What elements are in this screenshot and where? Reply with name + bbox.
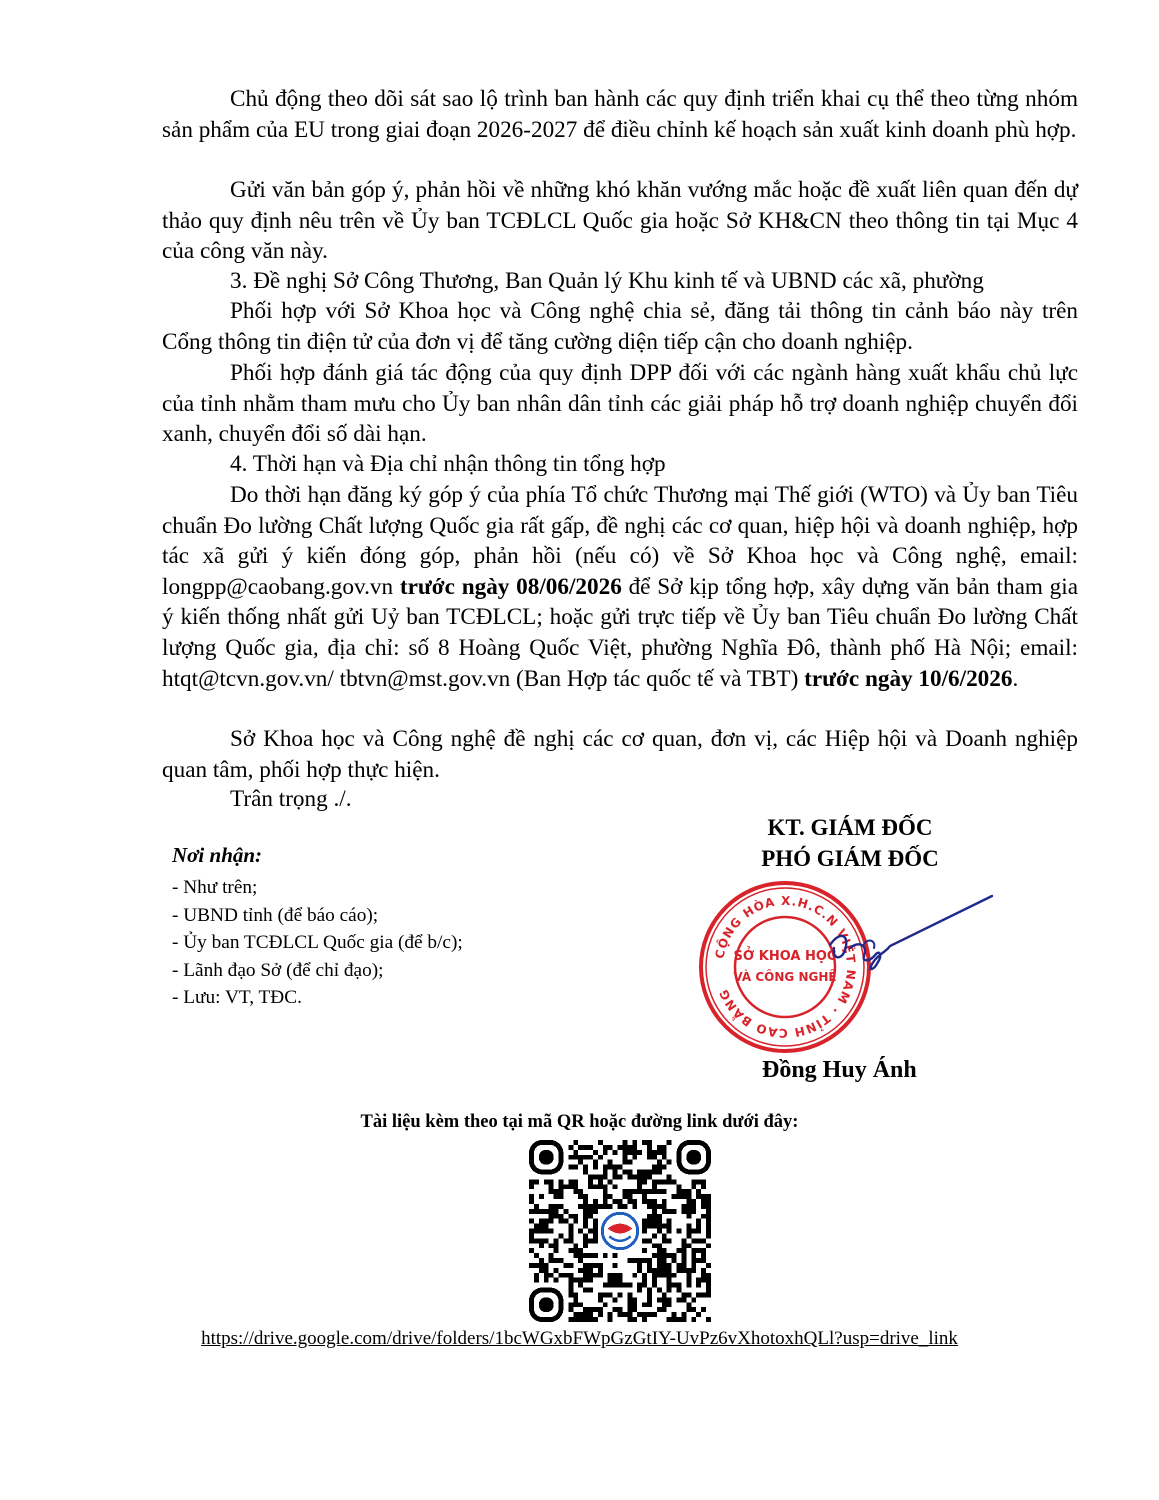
- svg-text:CỘNG HÒA X.H.C.N VIỆT NAM · TỈ: CỘNG HÒA X.H.C.N VIỆT NAM · TỈNH CAO BẰNG: [712, 893, 859, 1041]
- deadline-date-2: trước ngày 10/6/2026: [804, 665, 1013, 692]
- paragraph-dpp-assessment: Phối hợp đánh giá tác động của quy định DPP đối với các ngành hàng xuất khẩu chủ lực của tỉnh nhằm tham mưu cho Ủy ban nhân dân tỉnh các giải pháp hỗ trợ doanh nghiệp chuyển đổi xanh, chuyển đổi số dài hạn.: [162, 360, 1078, 448]
- paragraph-deadline: Do thời hạn đăng ký góp ý của phía Tổ chức Thương mại Thế giới (WTO) và Ủy ban Tiêu chuẩn Đo lường Chất lượng Quốc gia rất gấp, đề nghị các cơ quan, hiệp hội và doanh nghiệp, hợp tác xã gửi ý kiến đóng góp, phản hồi (nếu có) về Sở Khoa học và Công nghệ, email: longpp@caobang.gov.vn trước ngày 08/06/2026 để Sở kịp tổng hợp, xây dựng văn bản tham gia ý kiến thống nhất gửi Uỷ ban TCĐLCL; hoặc gửi trực tiếp về Ủy ban Tiêu chuẩn Đo lường Chất lượng Quốc gia, địa chỉ: số 8 Hoàng Quốc Việt, phường Nghĩa Đô, thành phố Hà Nội; email: htqt@tcvn.gov.vn/ tbtvn@mst.gov.vn (Ban Hợp tác quốc tế và TBT) trước ngày 10/6/2026.: [162, 482, 1078, 692]
- qr-center-logo-icon: [599, 1210, 640, 1251]
- list-item: - Ủy ban TCĐLCL Quốc gia (để b/c);: [172, 932, 463, 954]
- signature-title-2: PHÓ GIÁM ĐỐC: [761, 846, 939, 871]
- paragraph-share-info: Phối hợp với Sở Khoa học và Công nghệ chia sẻ, đăng tải thông tin cảnh báo này trên Cổng thông tin điện tử của đơn vị để tăng cường diện tiếp cận cho doanh nghiệp.: [162, 298, 1078, 355]
- section-3-heading: 3. Đề nghị Sở Công Thương, Ban Quản lý Khu kinh tế và UBND các xã, phường: [230, 268, 984, 294]
- list-item: - UBND tỉnh (để báo cáo);: [172, 904, 379, 926]
- paragraph-eu-roadmap: Chủ động theo dõi sát sao lộ trình ban hành các quy định triển khai cụ thể theo từng nhóm sản phẩm của EU trong giai đoạn 2026-2027 để điều chỉnh kế hoạch sản xuất kinh doanh phù hợp.: [162, 86, 1078, 143]
- paragraph-request: Sở Khoa học và Công nghệ đề nghị các cơ quan, đơn vị, các Hiệp hội và Doanh nghiệp quan tâm, phối hợp thực hiện.: [162, 726, 1078, 783]
- signer-name: Đồng Huy Ánh: [762, 1057, 917, 1083]
- svg-text:SỞ KHOA HỌC: SỞ KHOA HỌC: [733, 949, 837, 964]
- section-4-heading: 4. Thời hạn và Địa chỉ nhận thông tin tổng hợp: [230, 451, 666, 477]
- list-item: - Lãnh đạo Sở (để chỉ đạo);: [172, 959, 384, 981]
- recipients-list: [172, 874, 463, 1012]
- signature-title-1: KT. GIÁM ĐỐC: [767, 815, 933, 840]
- drive-link[interactable]: https://drive.google.com/drive/folders/1bcWGxbFWpGzGtIY-UvPz6vXhotoxhQLl?usp=drive_link: [201, 1328, 958, 1349]
- paragraph-regards: Trân trọng ./.: [230, 786, 352, 812]
- list-item: - Lưu: VT, TĐC.: [172, 987, 302, 1009]
- deadline-date-1: trước ngày 08/06/2026: [399, 573, 622, 600]
- paragraph-feedback: Gửi văn bản góp ý, phản hồi về những khó khăn vướng mắc hoặc đề xuất liên quan đến dự thảo quy định nêu trên về Ủy ban TCĐLCL Quốc gia hoặc Sở KH&CN theo thông tin tại Mục 4 của công văn này.: [162, 177, 1078, 265]
- recipients-title: Nơi nhận:: [172, 843, 263, 867]
- svg-text:VÀ CÔNG NGHỆ: VÀ CÔNG NGHỆ: [733, 970, 837, 984]
- list-item: - Như trên;: [172, 877, 258, 898]
- handwritten-signature: [820, 890, 1000, 990]
- qr-caption: Tài liệu kèm theo tại mã QR hoặc đường link dưới đây:: [360, 1112, 799, 1132]
- qr-code[interactable]: [528, 1140, 712, 1322]
